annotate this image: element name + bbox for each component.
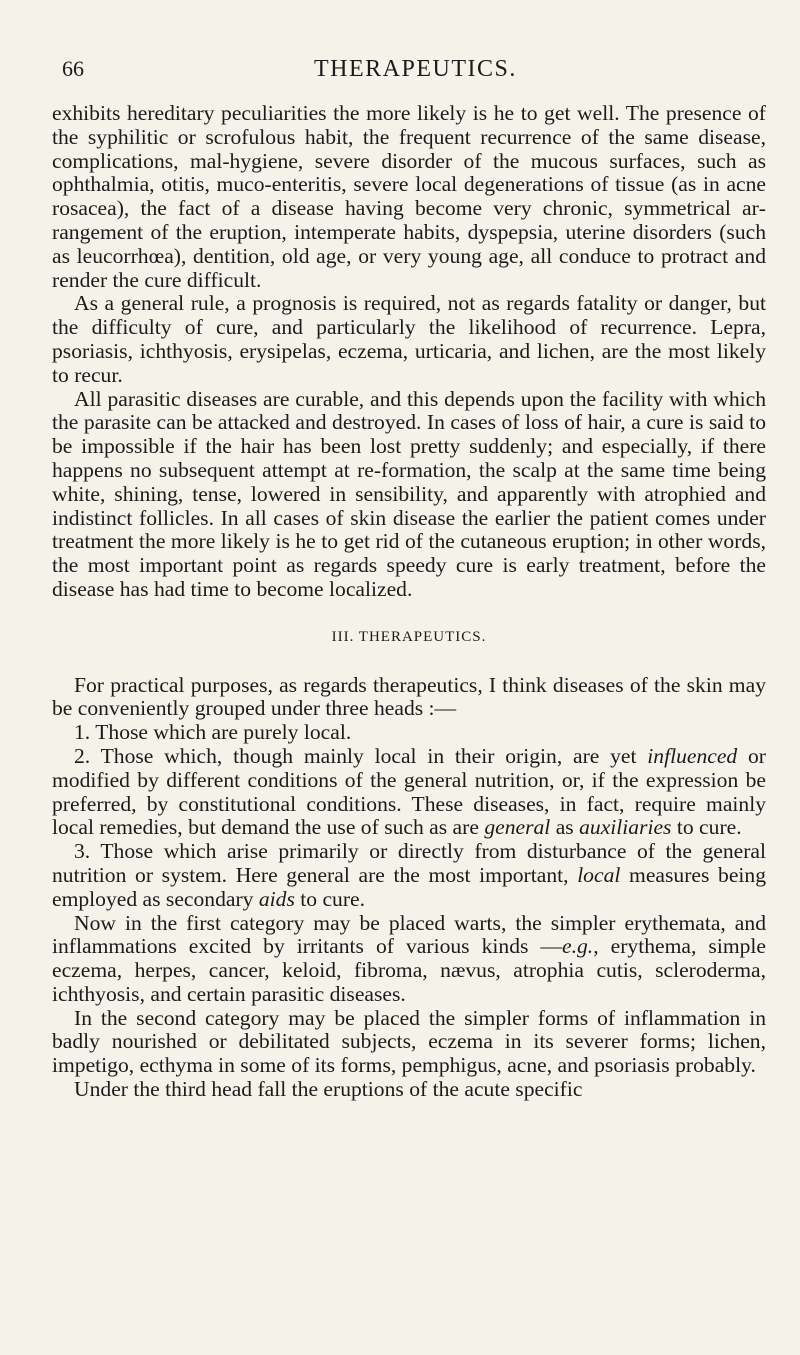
italic-general: general: [484, 815, 551, 840]
list-item-3: [52, 840, 766, 911]
list-item-2: [52, 745, 766, 840]
italic-influenced: influenced: [647, 743, 738, 768]
first-category-text: Now in the first category may be placed warts, the simpler erythemata, and inflammations excited by irritants of various kinds —: [52, 910, 766, 959]
list-item-3-text-end: to cure.: [294, 886, 366, 911]
list-item-2-text: 2. Those which, though mainly local in their origin, are yet: [74, 743, 648, 768]
list-item-2-text-end: to cure.: [671, 815, 742, 840]
body-text: [52, 102, 766, 1102]
section-heading: III. THERAPEUTICS.: [331, 628, 487, 645]
list-item-2-text-as: as: [550, 815, 580, 840]
list-item-1: 1. Those which are purely local.: [74, 720, 352, 745]
italic-local: local: [577, 862, 621, 887]
paragraph-grouping: For practical purposes, as regards therapeutics, I think diseases of the skin may be conveniently grouped under three heads :—: [52, 672, 766, 721]
page-header: [62, 56, 760, 90]
paragraph-general-rule: As a general rule, a prognosis is required, not as regards fatality or danger, but the difficulty of cure, and particularly the likelihood of recurrence. Lepra, psoriasis, ichthyosis, erysipelas, eczema, urticaria, and lichen, are the most likely to recur.: [52, 291, 766, 387]
first-category-text-cont: , erythema, simple eczema, herpes, cancer, keloid, fibroma, nævus, atrophia cutis, scleroderma, ichthyosis, and certain parasitic diseases.: [52, 934, 766, 1006]
paragraph-prognosis-factors: exhibits hereditary peculiarities the more likely is he to get well. The presence of the syphilitic or scrofulous habit, the frequent recurrence of the same disease, complications, mal-hygiene, severe disorder of the mucous surfaces, such as ophthalmia, otitis, muco-enteritis, severe local degenerations of tissue (as in acne rosacea), the fact of a disease having become very chronic, symmetrical arrangement of the eruption, intemperate habits, dyspepsia, uterine disorders (such as leucorrhœa), dentition, old age, or very young age, all conduce to protract and render the cure difficult.: [52, 101, 766, 292]
list-item-3-text: 3. Those which arise primarily or directly from disturbance of the general nutrition or system. Here general are the most important,: [52, 839, 766, 887]
italic-eg: e.g.: [562, 934, 594, 959]
italic-aids: aids: [258, 886, 295, 911]
page-number: 66: [62, 56, 84, 81]
list-item-3-text-cont: measures being employed as secondary: [52, 862, 766, 911]
running-head: THERAPEUTICS.: [314, 56, 517, 82]
paragraph-first-category: [52, 912, 766, 1007]
paragraph-second-category: In the second category may be placed the simpler forms of inflammation in badly nourished or debilitated subjects, eczema in its severer forms; lichen, impetigo, ecthyma in some of its forms, pemphigus, acne, and psoriasis probably.: [52, 1005, 766, 1078]
list-item-2-text-cont: or modified by different conditions of the general nutrition, or, if the expression be preferred, by constitutional conditions. These diseases, in fact, require mainly local remedies, but demand the use of such as are: [52, 743, 766, 840]
paragraph-third-head: Under the third head fall the eruptions of the acute specific: [74, 1077, 583, 1102]
italic-auxiliaries: auxiliaries: [579, 815, 672, 840]
paragraph-parasitic-diseases: All parasitic diseases are curable, and this depends upon the facility with which the parasite can be attacked and destroyed. In cases of loss of hair, a cure is said to be impossible if the hair has been lost pretty suddenly; and especially, if there happens no subsequent attempt at re-formation, the scalp at the same time being white, shining, tense, lowered in sensibility, and apparently with atrophied and indistinct follicles. In all cases of skin disease the earlier the patient comes under treatment the more likely is he to get rid of the cutaneous eruption; in other words, the most important point as regards speedy cure is early treatment, before the disease has had time to become localized.: [52, 386, 766, 601]
